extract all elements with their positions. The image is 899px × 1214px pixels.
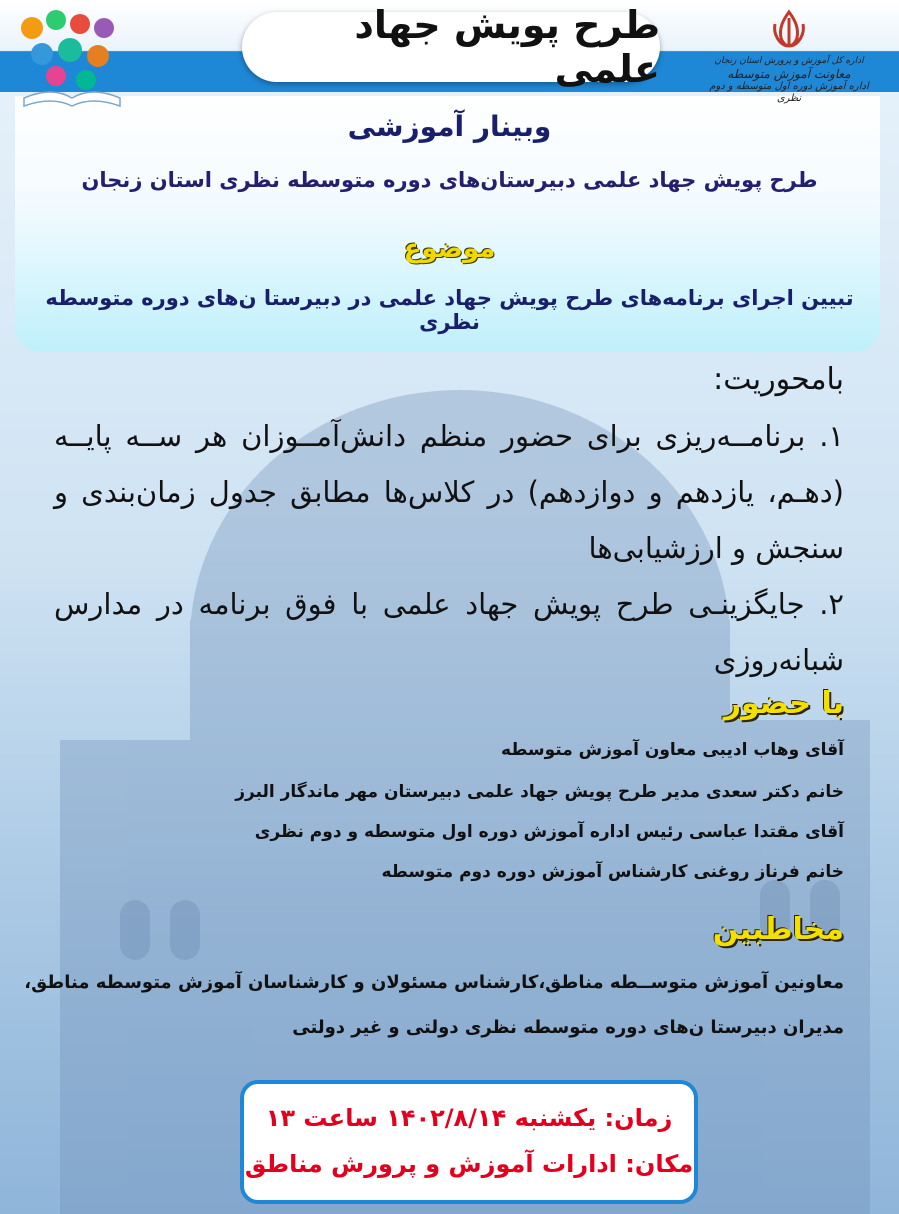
schedule-box [240, 1080, 698, 1204]
schedule-place: مکان: ادارات آموزش و پرورش مناطق [244, 1150, 694, 1178]
audience-heading: مخاطبین [712, 912, 844, 947]
poster-title: طرح پویش جهاد علمی [354, 3, 660, 91]
attendee-item: آقای وهاب ادیبی معاون آموزش متوسطه [501, 740, 844, 760]
focus-item: ۲. جایگزینـی طرح پویش جهاد علمی با فوق برنامه در مدارس شبانه‌روزی [54, 587, 844, 677]
audience-line: معاونین آموزش متوســطه مناطق،کارشناس مسئولان و کارشناسان آموزش متوسطه مناطق، [24, 972, 844, 993]
org-line-1: معاونت آموزش متوسطه [727, 66, 851, 81]
org-line-small: اداره کل آموزش و پرورش استان زنجان [714, 56, 864, 66]
iran-emblem-icon [769, 8, 809, 50]
attendees-heading: با حضور [723, 686, 844, 721]
poster-title-pill [242, 3, 660, 91]
subject-text: تبیین اجرای برنامه‌های طرح پویش جهاد علمی در دبیرستا ن‌های دوره متوسطه نظری [45, 286, 854, 334]
focus-heading: بامحوریت: [713, 362, 844, 397]
schedule-time: زمان: یکشنبه ۱۴۰۲/۸/۱۴ ساعت ۱۳ [265, 1104, 673, 1132]
webinar-heading: وبینار آموزشی [347, 110, 552, 143]
subject-heading: موضوع [403, 234, 496, 264]
education-icons-logo [12, 6, 132, 118]
attendee-item: خانم دکتر سعدی مدیر طرح پویش جهاد علمی دبیرستان مهر ماندگار البرز [235, 782, 844, 802]
attendee-item: آقای مقتدا عباسی رئیس اداره آموزش دوره اول متوسطه و دوم نظری [254, 822, 844, 842]
attendee-item: خانم فرناز روغنی کارشناس آموزش دوره دوم متوسطه [381, 862, 844, 882]
audience-line: مدیران دبیرستا ن‌های دوره متوسطه نظری دولتی و غیر دولتی [292, 1017, 844, 1038]
webinar-subtitle: طرح پویش جهاد علمی دبیرستان‌های دوره متوسطه نظری استان زنجان [81, 168, 818, 192]
org-line-2: اداره آموزش دوره اول متوسطه و دوم نظری [709, 81, 869, 105]
focus-item: ۱. برنامــه‌ریزی برای حضور منظم دانش‌آمــوزان هر ســه پایــه (دهـم، یازدهم و دوازدهم) در کلاس‌ها مطابق جدول زمان‌بندی و سنجش و ارزشیابی‌ها [54, 419, 844, 565]
